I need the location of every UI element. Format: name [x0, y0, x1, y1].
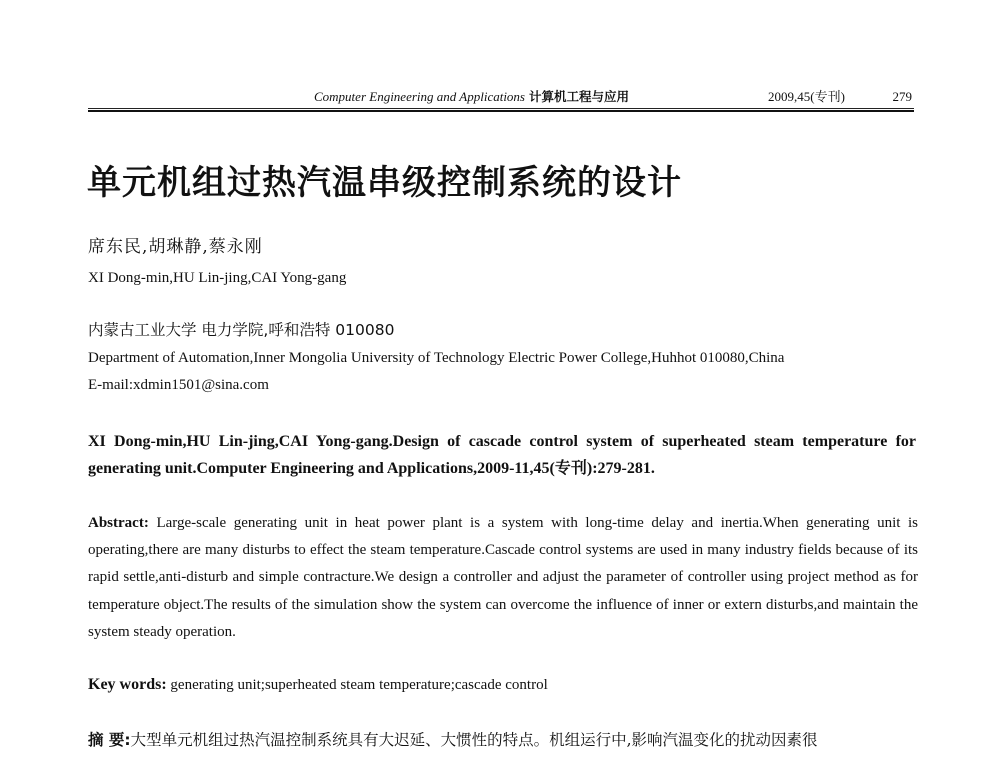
header-rule-thick — [88, 110, 914, 112]
issue-info: 2009,45(专刊) — [768, 89, 845, 104]
paper-title: 单元机组过热汽温串级控制系统的设计 — [87, 163, 682, 203]
keywords-label: Key words: — [88, 676, 167, 693]
authors-cn: 席东民,胡琳静,蔡永刚 — [88, 237, 263, 257]
citation: XI Dong-min,HU Lin-jing,CAI Yong-gang.Design of cascade control system of superheated steam temperature for generating unit.Computer Engineering and Applications,2009-11,45(专刊):279-281. — [88, 433, 916, 477]
abstract-cn-label: 摘 要: — [88, 731, 131, 749]
keywords-text: generating unit;superheated steam temperature;cascade control — [170, 677, 548, 693]
abstract — [88, 510, 918, 646]
abstract-cn — [88, 727, 918, 753]
affiliation-en: Department of Automation,Inner Mongolia University of Technology Electric Power College,Huhhot 010080,China — [88, 350, 785, 366]
email: E-mail:xdmin1501@sina.com — [88, 377, 269, 393]
keywords — [88, 674, 918, 696]
journal-name: Computer Engineering and Applications 计算机工程与应用 — [314, 89, 630, 104]
abstract-text: Large-scale generating unit in heat power plant is a system with long-time delay and inertia.When generating unit is operating,there are many disturbs to effect the steam temperature.Cascade control systems are used in many industry fields because of its rapid settle,anti-disturb and simple contracture.We design a controller and adjust the parameter of controller using project method as for temperature object.The results of the simulation show the system can overcome the influence of inner or extern disturbs,and maintain the system steady operation. — [88, 515, 918, 640]
journal-name-cn: 计算机工程与应用 — [529, 89, 630, 104]
abstract-cn-text: 大型单元机组过热汽温控制系统具有大迟延、大惯性的特点。机组运行中,影响汽温变化的扰动因素很 — [130, 731, 818, 749]
header-rule — [88, 108, 914, 109]
affiliation-cn: 内蒙古工业大学 电力学院,呼和浩特 010080 — [88, 321, 395, 339]
authors-en: XI Dong-min,HU Lin-jing,CAI Yong-gang — [88, 270, 347, 286]
page-number: 279 — [892, 89, 912, 104]
running-header — [88, 88, 914, 110]
abstract-label: Abstract: — [88, 515, 149, 531]
